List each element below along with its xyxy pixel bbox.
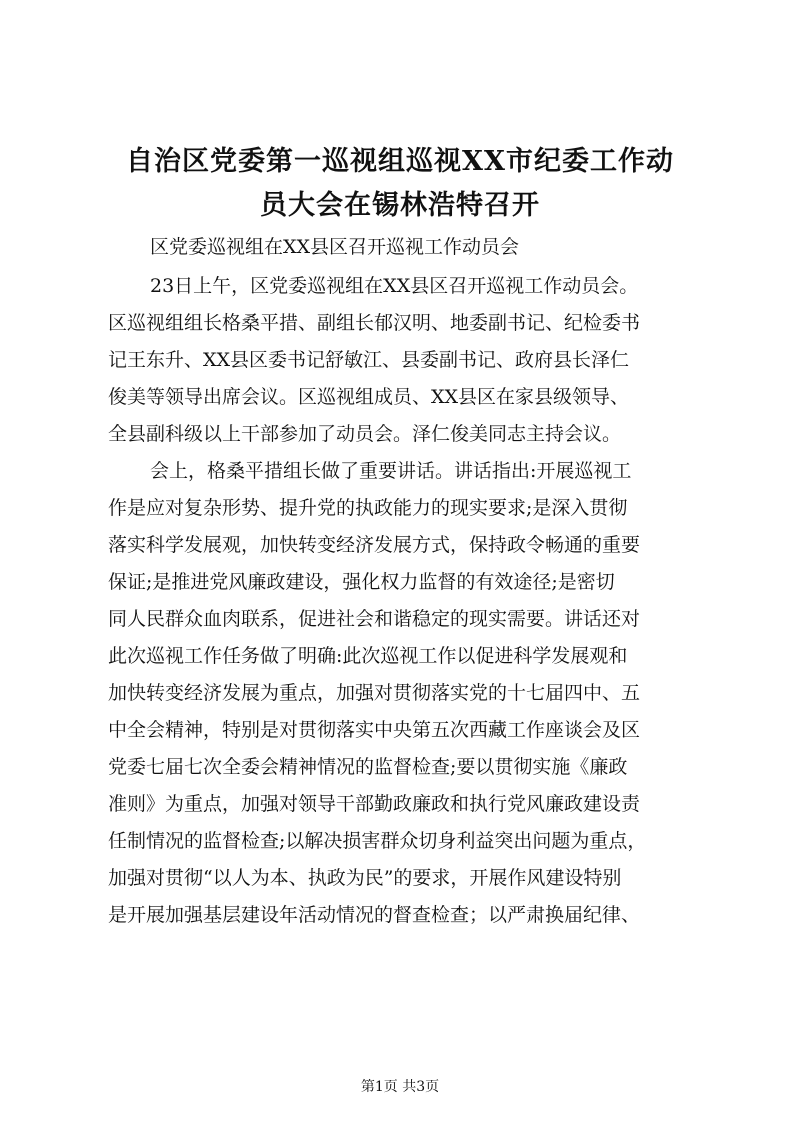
paragraph — [108, 453, 708, 934]
text-line: 是开展加强基层建设年活动情况的督查检查；以严肃换届纪律、 — [108, 904, 641, 926]
text-line: 俊美等领导出席会议。区巡视组成员、XX县区在家县级领导、 — [108, 386, 630, 408]
text-line: 此次巡视工作任务做了明确:此次巡视工作以促进科学发展观和 — [108, 645, 628, 667]
text-line: 作是应对复杂形势、提升党的执政能力的现实要求;是深入贯彻 — [108, 497, 628, 519]
text-line: 保证;是推进党风廉政建设，强化权力监督的有效途径;是密切 — [108, 571, 615, 593]
document-title — [0, 140, 800, 228]
paragraph — [108, 268, 708, 453]
text-line: 区巡视组组长格桑平措、副组长郁汉明、地委副书记、纪检委书 — [108, 312, 641, 334]
page-number: 第1页 共3页 — [360, 1079, 440, 1095]
text-line: 加快转变经济发展为重点，加强对贯彻落实党的十七届四中、五 — [108, 682, 641, 704]
text-line: 会上，格桑平措组长做了重要讲话。讲话指出:开展巡视工 — [150, 460, 632, 482]
text-line: 23日上午，区党委巡视组在XX县区召开巡视工作动员会。 — [150, 275, 639, 297]
text-line: 全县副科级以上干部参加了动员会。泽仁俊美同志主持会议。 — [108, 423, 622, 445]
text-line: 中全会精神，特别是对贯彻落实中央第五次西藏工作座谈会及区 — [108, 719, 641, 741]
text-line: 加强对贯彻“以人为本、执政为民”的要求，开展作风建设特别 — [108, 867, 622, 889]
text-line: 落实科学发展观，加快转变经济发展方式，保持政令畅通的重要 — [108, 534, 641, 556]
text-line: 任制情况的监督检查;以解决损害群众切身利益突出问题为重点， — [108, 830, 647, 852]
text-line: 党委七届七次全委会精神情况的监督检查;要以贯彻实施《廉政 — [108, 756, 628, 778]
document-subtitle: 区党委巡视组在XX县区召开巡视工作动员会 — [150, 236, 520, 258]
text-line: 记王东升、XX县区委书记舒敏江、县委副书记、政府县长泽仁 — [108, 349, 630, 371]
document-body — [108, 268, 708, 934]
title-line: 员大会在锡林浩特召开 — [260, 190, 540, 221]
text-line: 同人民群众血肉联系，促进社会和谐稳定的现实需要。讲话还对 — [108, 608, 641, 630]
text-line: 准则》为重点，加强对领导干部勤政廉政和执行党风廉政建设责 — [108, 793, 641, 815]
title-line: 自治区党委第一巡视组巡视XX市纪委工作动 — [126, 146, 674, 177]
